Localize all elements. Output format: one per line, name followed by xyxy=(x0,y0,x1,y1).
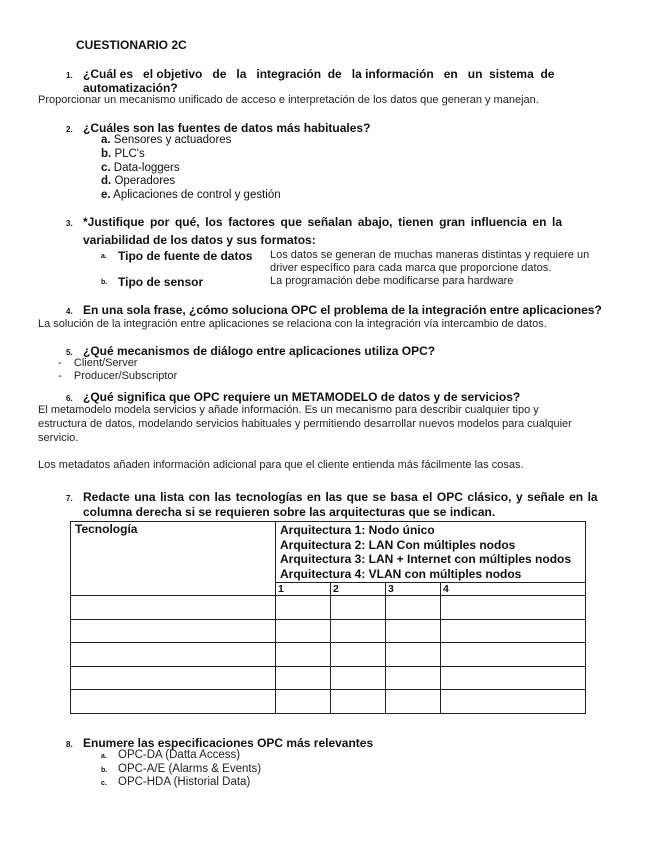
table-header-row xyxy=(71,522,586,583)
table-cell[interactable] xyxy=(441,643,586,667)
table-cell[interactable] xyxy=(441,596,586,620)
q3-item-label: Tipo de sensor xyxy=(118,275,204,289)
table-cell[interactable] xyxy=(331,643,386,667)
table-cell[interactable] xyxy=(71,643,276,667)
table-row xyxy=(71,619,586,643)
q3-question: *Justifique por qué, los factores que señalan abajo, tienen gran influencia en la xyxy=(83,215,563,229)
q4-answer: La solución de la integración entre aplicaciones se relaciona con la integración vía intercambio de datos. xyxy=(38,318,547,330)
architecture-label: Arquitectura 3: LAN + Internet con múltiples nodos xyxy=(280,552,572,566)
q1-answer: Proporcionar un mecanismo unificado de acceso e interpretación de los datos que generan y manejan. xyxy=(38,94,539,106)
q2-number: 2. xyxy=(66,125,73,134)
table-cell[interactable] xyxy=(71,596,276,620)
q2-item: c. Data-loggers xyxy=(101,162,180,174)
table-cell[interactable] xyxy=(386,666,441,690)
q4-question: En una sola frase, ¿cómo soluciona OPC el problema de la integración entre aplicaciones? xyxy=(83,303,602,317)
page-title: CUESTIONARIO 2C xyxy=(76,38,187,52)
q3-item-label: Tipo de fuente de datos xyxy=(118,249,253,263)
column-number: 2 xyxy=(331,583,386,596)
table-cell[interactable] xyxy=(386,643,441,667)
q6-answer: El metamodelo modela servicios y añade información. Es un mecanismo para describir cualquier tipo y xyxy=(38,404,539,416)
table-cell[interactable] xyxy=(386,596,441,620)
q3-item-letter: a. xyxy=(101,253,107,260)
table-row xyxy=(71,596,586,620)
table-cell[interactable] xyxy=(276,666,331,690)
q3-item-letter: b. xyxy=(101,279,108,286)
table-cell[interactable] xyxy=(276,643,331,667)
q5-number: 5. xyxy=(66,348,73,357)
table-row xyxy=(71,643,586,667)
architecture-label: Arquitectura 1: Nodo único xyxy=(280,523,435,537)
q8-item-letter: c. xyxy=(101,780,107,787)
q8-item: OPC-HDA (Historial Data) xyxy=(118,776,251,788)
architecture-label: Arquitectura 4: VLAN con múltiples nodos xyxy=(280,566,522,581)
table-cell[interactable] xyxy=(386,690,441,714)
table-cell[interactable] xyxy=(441,666,586,690)
q2-item: d. Operadores xyxy=(101,175,176,187)
q1-question: ¿Cuál es el objetivo de la integración de la información en un sistema de xyxy=(83,67,555,81)
q2-item: e. Aplicaciones de control y gestión xyxy=(101,189,281,201)
q2-question: ¿Cuáles son las fuentes de datos más habituales? xyxy=(83,121,371,135)
q8-item-letter: b. xyxy=(101,767,108,774)
q8-item: OPC-A/E (Alarms & Events) xyxy=(118,763,262,775)
q3-question-cont: variabilidad de los datos y sus formatos: xyxy=(83,233,316,247)
q6-answer-cont: estructura de datos, modelando servicios habituales y permitiendo desarrollar nuevos modelos para cualquier xyxy=(38,418,572,430)
table-cell[interactable] xyxy=(276,619,331,643)
q4-number: 4. xyxy=(66,307,73,316)
q6-answer-2: Los metadatos añaden información adicional para que el cliente entienda más fácilmente las cosas. xyxy=(38,459,524,471)
q8-question: Enumere las especificaciones OPC más relevantes xyxy=(83,736,374,750)
table-cell[interactable] xyxy=(331,596,386,620)
column-number: 1 xyxy=(276,583,331,596)
q5-question: ¿Qué mecanismos de diálogo entre aplicaciones utiliza OPC? xyxy=(83,344,436,358)
q5-item: - Producer/Subscriptor xyxy=(58,370,178,382)
table-cell[interactable] xyxy=(71,619,276,643)
q5-item: - Client/Server xyxy=(58,357,138,369)
table-cell[interactable] xyxy=(441,619,586,643)
column-number: 3 xyxy=(386,583,441,596)
table-cell[interactable] xyxy=(71,666,276,690)
q3-item-desc: Los datos se generan de muchas maneras distintas y requiere un xyxy=(270,249,590,261)
table-cell[interactable] xyxy=(331,619,386,643)
q6-number: 6. xyxy=(66,394,73,403)
q2-item: b. PLC's xyxy=(101,148,145,160)
table-cell[interactable] xyxy=(276,690,331,714)
table-row xyxy=(71,690,586,714)
q1-number: 1. xyxy=(66,71,73,80)
q3-item-desc: La programación debe modificarse para hardware xyxy=(270,275,514,287)
q3-item-desc-cont: driver específico para cada marca que proporcione datos. xyxy=(270,262,552,274)
table-cell[interactable] xyxy=(386,619,441,643)
q7-question-cont: columna derecha si se requieren sobre las arquitecturas que se indican. xyxy=(83,505,496,519)
q3-number: 3. xyxy=(66,219,73,228)
table-cell[interactable] xyxy=(71,690,276,714)
technology-table xyxy=(70,521,586,714)
q2-item: a. Sensores y actuadores xyxy=(101,134,232,146)
q8-item-letter: a. xyxy=(101,753,107,760)
table-cell[interactable] xyxy=(276,596,331,620)
q6-question: ¿Qué significa que OPC requiere un METAMODELO de datos y de servicios? xyxy=(83,390,521,404)
q8-number: 8. xyxy=(66,740,73,749)
table-cell[interactable] xyxy=(331,690,386,714)
table-cell[interactable] xyxy=(331,666,386,690)
table-row xyxy=(71,666,586,690)
q6-answer-cont: servicio. xyxy=(38,432,79,444)
column-number: 4 xyxy=(441,583,586,596)
architecture-label: Arquitectura 2: LAN Con múltiples nodos xyxy=(280,537,516,552)
q1-question-cont: automatización? xyxy=(83,81,178,95)
q7-number: 7. xyxy=(66,494,73,503)
q7-question: Redacte una lista con las tecnologías en las que se basa el OPC clásico, y señale en la xyxy=(83,490,598,504)
q8-item: OPC-DA (Datta Access) xyxy=(118,749,241,761)
tecnologia-header: Tecnología xyxy=(71,522,276,596)
architectures-header xyxy=(276,522,586,583)
table-cell[interactable] xyxy=(441,690,586,714)
